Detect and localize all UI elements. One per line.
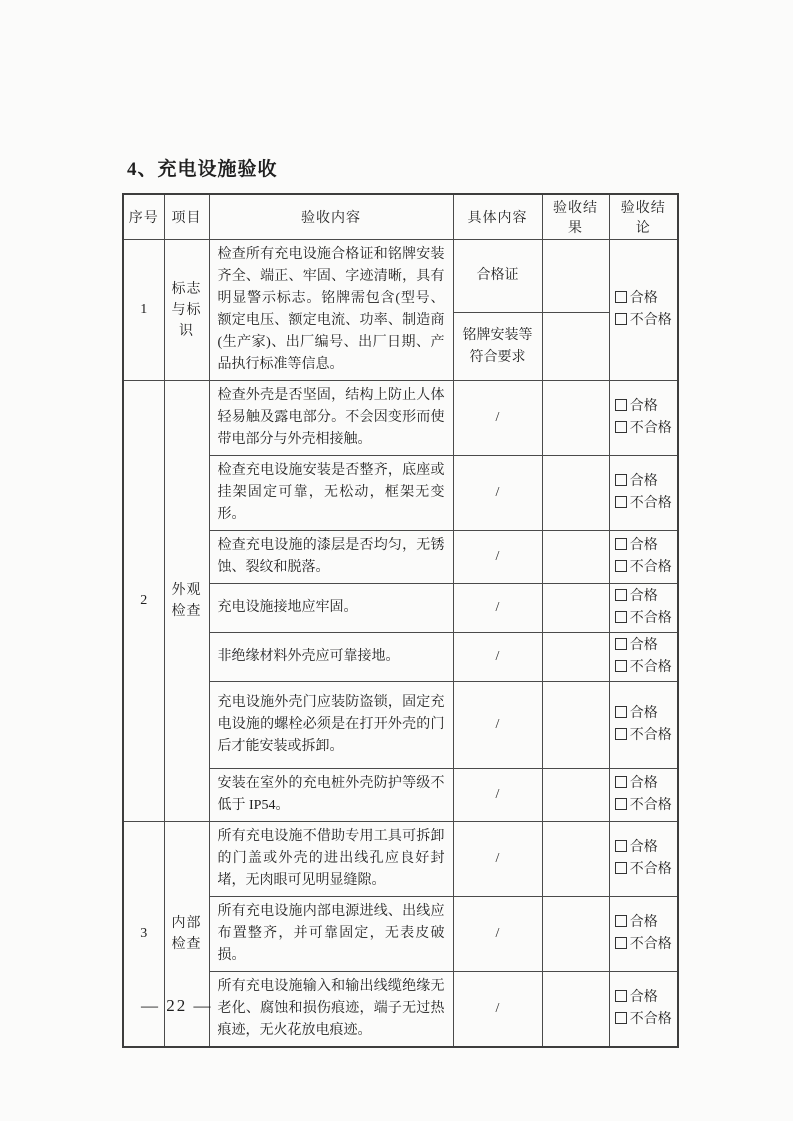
table-row xyxy=(123,381,678,456)
pass-option[interactable] xyxy=(615,471,672,493)
fail-checkbox-icon[interactable] xyxy=(615,937,627,949)
content-cell: 所有充电设施内部电源进线、出线应布置整齐，并可靠固定，无表皮破损。 xyxy=(209,897,453,972)
result-cell xyxy=(542,682,609,769)
pass-option[interactable] xyxy=(615,703,672,725)
pass-checkbox-icon[interactable] xyxy=(615,706,627,718)
pass-label: 合格 xyxy=(629,538,658,553)
specific-cell: / xyxy=(453,769,542,822)
result-cell xyxy=(542,584,609,633)
specific-cell: / xyxy=(453,897,542,972)
pass-checkbox-icon[interactable] xyxy=(615,291,627,303)
fail-checkbox-icon[interactable] xyxy=(615,1012,627,1024)
specific-cell: / xyxy=(453,822,542,897)
pass-label: 合格 xyxy=(629,638,658,653)
fail-option[interactable] xyxy=(615,557,672,579)
specific-cell: 合格证 xyxy=(453,240,542,313)
table-row xyxy=(123,240,678,313)
fail-label: 不合格 xyxy=(629,496,672,511)
result-cell xyxy=(542,456,609,531)
specific-cell: / xyxy=(453,584,542,633)
fail-label: 不合格 xyxy=(629,1012,672,1027)
conclusion-cell xyxy=(609,531,678,584)
result-cell xyxy=(542,897,609,972)
fail-checkbox-icon[interactable] xyxy=(615,660,627,672)
pass-label: 合格 xyxy=(629,990,658,1005)
fail-option[interactable] xyxy=(615,310,672,332)
specific-cell: / xyxy=(453,456,542,531)
result-cell xyxy=(542,633,609,682)
fail-label: 不合格 xyxy=(629,611,672,626)
pass-label: 合格 xyxy=(629,915,658,930)
pass-label: 合格 xyxy=(629,291,658,306)
table-row xyxy=(123,822,678,897)
fail-checkbox-icon[interactable] xyxy=(615,862,627,874)
content-cell: 所有充电设施输入和输出线缆绝缘无老化、腐蚀和损伤痕迹，端子无过热痕迹，无火花放电痕迹。 xyxy=(209,972,453,1048)
pass-option[interactable] xyxy=(615,288,672,310)
specific-cell: / xyxy=(453,682,542,769)
pass-label: 合格 xyxy=(629,474,658,489)
conclusion-cell xyxy=(609,381,678,456)
page-number: — 22 — xyxy=(141,996,213,1015)
col-header-specific: 具体内容 xyxy=(453,194,542,240)
fail-checkbox-icon[interactable] xyxy=(615,313,627,325)
row-item: 标志与标识 xyxy=(164,240,209,381)
fail-option[interactable] xyxy=(615,795,672,817)
row-no: 2 xyxy=(123,381,164,822)
conclusion-cell xyxy=(609,682,678,769)
pass-checkbox-icon[interactable] xyxy=(615,538,627,550)
pass-option[interactable] xyxy=(615,987,672,1009)
pass-option[interactable] xyxy=(615,635,672,657)
pass-checkbox-icon[interactable] xyxy=(615,776,627,788)
header-row xyxy=(123,194,678,240)
pass-checkbox-icon[interactable] xyxy=(615,474,627,486)
content-cell: 充电设施接地应牢固。 xyxy=(209,584,453,633)
col-header-item: 项目 xyxy=(164,194,209,240)
conclusion-cell xyxy=(609,897,678,972)
fail-option[interactable] xyxy=(615,418,672,440)
fail-label: 不合格 xyxy=(629,660,672,675)
result-cell xyxy=(542,822,609,897)
fail-label: 不合格 xyxy=(629,313,672,328)
fail-checkbox-icon[interactable] xyxy=(615,728,627,740)
conclusion-cell xyxy=(609,240,678,381)
fail-checkbox-icon[interactable] xyxy=(615,496,627,508)
fail-label: 不合格 xyxy=(629,560,672,575)
acceptance-table xyxy=(122,193,679,1048)
pass-label: 合格 xyxy=(629,840,658,855)
conclusion-cell xyxy=(609,456,678,531)
conclusion-cell xyxy=(609,769,678,822)
content-cell: 检查所有充电设施合格证和铭牌安装齐全、端正、牢固、字迹清晰，具有明显警示标志。铭牌需包含(型号、额定电压、额定电流、功率、制造商(生产家)、出厂编号、出厂日期、产品执行标准等信息。 xyxy=(209,240,453,381)
pass-option[interactable] xyxy=(615,535,672,557)
fail-option[interactable] xyxy=(615,1009,672,1031)
conclusion-cell xyxy=(609,822,678,897)
fail-checkbox-icon[interactable] xyxy=(615,421,627,433)
specific-cell: / xyxy=(453,633,542,682)
result-cell xyxy=(542,381,609,456)
pass-checkbox-icon[interactable] xyxy=(615,589,627,601)
content-cell: 安装在室外的充电桩外壳防护等级不低于 IP54。 xyxy=(209,769,453,822)
row-no: 1 xyxy=(123,240,164,381)
fail-checkbox-icon[interactable] xyxy=(615,560,627,572)
fail-option[interactable] xyxy=(615,934,672,956)
pass-label: 合格 xyxy=(629,589,658,604)
content-cell: 检查外壳是否坚固，结构上防止人体轻易触及露电部分。不会因变形而使带电部分与外壳相接触。 xyxy=(209,381,453,456)
content-cell: 所有充电设施不借助专用工具可拆卸的门盖或外壳的进出线孔应良好封堵，无肉眼可见明显缝隙。 xyxy=(209,822,453,897)
col-header-conclusion: 验收结论 xyxy=(609,194,678,240)
pass-checkbox-icon[interactable] xyxy=(615,399,627,411)
content-cell: 非绝缘材料外壳应可靠接地。 xyxy=(209,633,453,682)
content-cell: 充电设施外壳门应装防盗锁，固定充电设施的螺栓必须是在打开外壳的门后才能安装或拆卸。 xyxy=(209,682,453,769)
fail-checkbox-icon[interactable] xyxy=(615,798,627,810)
fail-label: 不合格 xyxy=(629,421,672,436)
result-cell xyxy=(542,313,609,381)
pass-label: 合格 xyxy=(629,706,658,721)
row-no: 3 xyxy=(123,822,164,1048)
pass-option[interactable] xyxy=(615,586,672,608)
pass-label: 合格 xyxy=(629,399,658,414)
fail-label: 不合格 xyxy=(629,862,672,877)
col-header-content: 验收内容 xyxy=(209,194,453,240)
conclusion-cell xyxy=(609,972,678,1048)
pass-checkbox-icon[interactable] xyxy=(615,915,627,927)
specific-cell: / xyxy=(453,531,542,584)
fail-option[interactable] xyxy=(615,657,672,679)
pass-option[interactable] xyxy=(615,837,672,859)
fail-option[interactable] xyxy=(615,608,672,630)
pass-option[interactable] xyxy=(615,396,672,418)
pass-checkbox-icon[interactable] xyxy=(615,990,627,1002)
fail-option[interactable] xyxy=(615,493,672,515)
result-cell xyxy=(542,769,609,822)
result-cell xyxy=(542,240,609,313)
result-cell xyxy=(542,531,609,584)
pass-option[interactable] xyxy=(615,773,672,795)
pass-checkbox-icon[interactable] xyxy=(615,840,627,852)
col-header-result: 验收结果 xyxy=(542,194,609,240)
fail-label: 不合格 xyxy=(629,728,672,743)
col-header-no: 序号 xyxy=(123,194,164,240)
row-item: 外观检查 xyxy=(164,381,209,822)
pass-checkbox-icon[interactable] xyxy=(615,638,627,650)
conclusion-cell xyxy=(609,584,678,633)
fail-option[interactable] xyxy=(615,859,672,881)
fail-label: 不合格 xyxy=(629,937,672,952)
specific-cell: / xyxy=(453,381,542,456)
specific-cell: 铭牌安装等符合要求 xyxy=(453,313,542,381)
fail-option[interactable] xyxy=(615,725,672,747)
pass-label: 合格 xyxy=(629,776,658,791)
section-title: 4、充电设施验收 xyxy=(127,159,278,180)
specific-cell: / xyxy=(453,972,542,1048)
result-cell xyxy=(542,972,609,1048)
fail-label: 不合格 xyxy=(629,798,672,813)
content-cell: 检查充电设施的漆层是否均匀，无锈蚀、裂纹和脱落。 xyxy=(209,531,453,584)
row-item: 内部检查 xyxy=(164,822,209,1048)
fail-checkbox-icon[interactable] xyxy=(615,611,627,623)
conclusion-cell xyxy=(609,633,678,682)
pass-option[interactable] xyxy=(615,912,672,934)
content-cell: 检查充电设施安装是否整齐，底座或挂架固定可靠，无松动，框架无变形。 xyxy=(209,456,453,531)
